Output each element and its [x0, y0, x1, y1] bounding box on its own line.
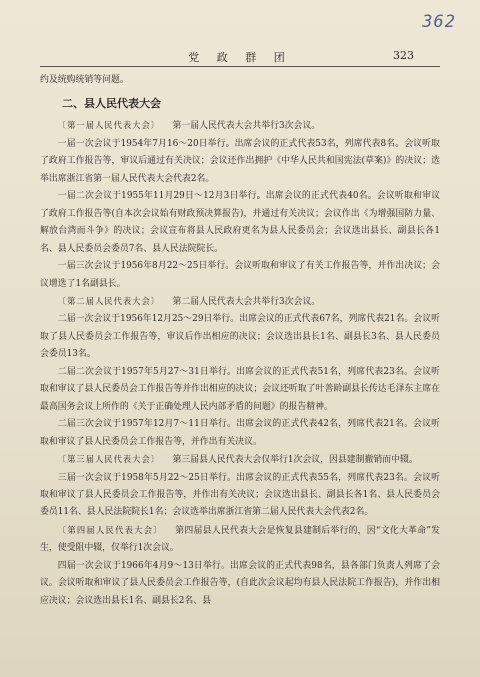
body-text [40, 72, 440, 610]
paragraph-text: 二届二次会议于1957年5月27～31日举行。出席会议的正式代表51名，列席代表23名。会议听取和审议了县人民委员会工作报告等并作出相应的决议；会议还听取了叶善龄副县长传达毛泽东主席在最高国务会议上所作的《关于正确处理人民内部矛盾的问题》的报告精神。 [40, 366, 440, 412]
paragraph-text: 一届三次会议于1956年8月22～25日举行。会议听取和审议了有关工作报告等，并作出决议；会议增选了1名副县长。 [40, 261, 440, 289]
paragraph-text: 第一届人民代表大会共举行3次会议。 [172, 121, 321, 132]
paragraph-text: 第四届县人民代表大会是恢复县建制后举行的，因“文化大革命”发生，使受阻中辍，仅举行1次会议。 [40, 525, 440, 554]
paragraph-text: 三届一次会议于1958年5月22～25日举行。出席会议的正式代表55名，列席代表23名。会议听取和审议了县人民委员会工作报告等，并作出有关决议；会议选出县长、副县长各1名、县人民委员会委员11名、县人民法院院长1名；会议选举出席浙江省第二届人民代表大会代表2名。 [40, 472, 440, 518]
header-page-number: 323 [393, 49, 414, 62]
paragraph-text: 一届二次会议于1955年11月29日～12月3日举行。出席会议的正式代表40名。会议听取和审议了政府工作报告等(自本次会议始有财政预决算报告)，并通过有关决议；会议作出《为增强国防力量、解放台湾而斗争》的决议；会议宣布将县人民政府更名为县人民委员会；会议选出县长、副县长各1名、县人民委员会委员7名、县人民法院院长。 [40, 191, 440, 254]
paragraph [40, 470, 440, 522]
paragraph-text: 第二届人民代表大会共举行3次会议。 [172, 296, 321, 307]
session-tag: 〔第二届人民代表大会〕 [57, 295, 161, 306]
paragraph-text: 第三届县人民代表大会仅举行1次会议，因县建制撤销而中辍。 [172, 455, 418, 466]
paragraph [40, 451, 440, 469]
paragraph-text: 一届一次会议于1954年7月16～20日举行。出席会议的正式代表53名，列席代表8名。会议听取了政府工作报告等，审议后通过有关决议；会议还作出拥护《中华人民共和国宪法(草案)》的决议；选举出席浙江省第一届人民代表大会代表2名。 [40, 138, 440, 184]
session-tag: 〔第三届人民代表大会〕 [57, 454, 161, 465]
paragraph [40, 117, 440, 135]
session-tag: 〔第四届人民代表大会〕 [57, 524, 163, 535]
paragraph [40, 258, 440, 293]
session-tag: 〔第一届人民代表大会〕 [57, 120, 161, 131]
paragraph [40, 522, 440, 558]
paragraph-text: 二届一次会议于1956年12月25～29日举行。出席会议的正式代表67名，列席代表21名。会议听取了县人民委员会工作报告等，审议后作出相应的决议；会议选出县长1名、副县长3名、县人民委员会委员13名。 [40, 314, 440, 360]
paragraph-text: 四届一次会议于1966年4月9～13日举行。出席会议的正式代表98名，县各部门负责人列席了会议。会议听取和审议了县人民委员会工作报告等，(自此次会议起均有县人民法院工作报告)，并作出相应决议；会议选出县长1名、副县长2名、县 [40, 560, 440, 606]
paragraph [40, 311, 440, 363]
paragraph [40, 188, 440, 258]
section-heading: 二、县人民代表大会 [62, 97, 161, 111]
paragraph [40, 364, 440, 416]
header-title: 党 政 群 团 [188, 51, 292, 64]
paragraph [40, 558, 440, 610]
paragraph [40, 293, 440, 311]
paragraph [40, 416, 440, 451]
running-header [40, 46, 440, 67]
paragraph [40, 136, 440, 188]
handwritten-page-number: 362 [422, 12, 456, 32]
paragraph-text: 二届三次会议于1957年12月7～11日举行。出席会议的正式代表42名，列席代表21名。会议听取和审议了县人民委员会工作报告等，并作出有关决议。 [40, 419, 440, 447]
intro-line: 约及统购统销等问题。 [40, 75, 129, 85]
